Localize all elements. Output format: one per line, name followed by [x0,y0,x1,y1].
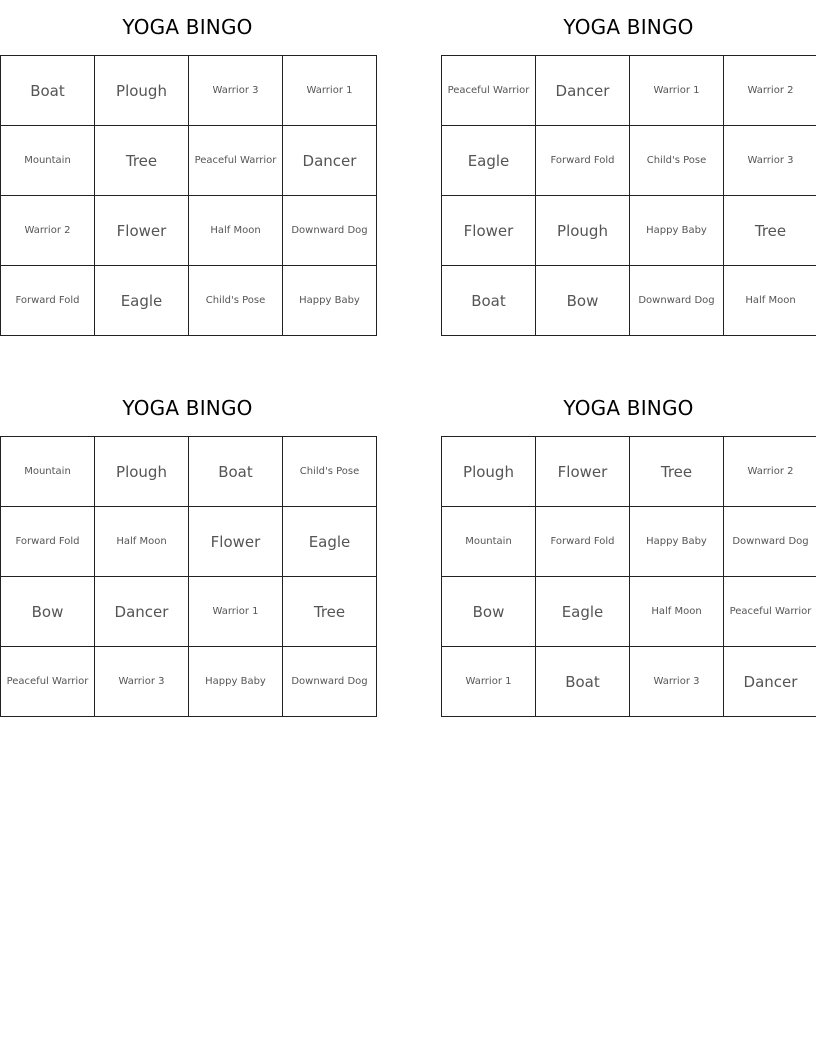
bingo-cell: Bow [536,266,630,336]
bingo-cell: Half Moon [95,507,189,577]
grid-row [442,56,816,126]
bingo-cell: Dancer [283,126,377,196]
bingo-cell: Plough [536,196,630,266]
bingo-cell: Downward Dog [724,507,816,577]
grid-row [1,196,377,266]
grid-row [1,437,377,507]
bingo-cell: Mountain [1,437,95,507]
bingo-cell: Dancer [95,577,189,647]
bingo-cell: Warrior 1 [283,56,377,126]
bingo-cell: Eagle [536,577,630,647]
grid-row [1,56,377,126]
bingo-cell: Peaceful Warrior [442,56,536,126]
bingo-cell: Mountain [1,126,95,196]
bingo-cell: Flower [536,437,630,507]
bingo-cell: Boat [1,56,95,126]
bingo-cell: Warrior 3 [724,126,816,196]
bingo-cell: Peaceful Warrior [724,577,816,647]
bingo-cell: Forward Fold [1,507,95,577]
bingo-card [0,391,375,717]
bingo-cell: Bow [1,577,95,647]
bingo-cell: Plough [95,437,189,507]
grid-row [1,266,377,336]
grid-row [1,577,377,647]
bingo-card [441,10,816,336]
bingo-cell: Peaceful Warrior [189,126,283,196]
bingo-cell: Warrior 1 [630,56,724,126]
bingo-cell: Tree [630,437,724,507]
bingo-cell: Warrior 3 [95,647,189,717]
bingo-cell: Warrior 2 [724,437,816,507]
bingo-cell: Warrior 3 [189,56,283,126]
bingo-cell: Flower [189,507,283,577]
bingo-cell: Child's Pose [189,266,283,336]
bingo-cell: Tree [724,196,816,266]
bingo-cell: Mountain [442,507,536,577]
bingo-cell: Downward Dog [283,196,377,266]
bingo-cell: Flower [95,196,189,266]
bingo-cell: Warrior 2 [1,196,95,266]
bingo-cell: Half Moon [189,196,283,266]
bingo-cell: Downward Dog [283,647,377,717]
grid-row [442,437,816,507]
grid-row [442,126,816,196]
grid-row [1,507,377,577]
bingo-cell: Happy Baby [630,196,724,266]
bingo-cell: Downward Dog [630,266,724,336]
bingo-grid [0,436,377,717]
bingo-cell: Tree [283,577,377,647]
bingo-cell: Warrior 2 [724,56,816,126]
bingo-grid [0,55,377,336]
bingo-cell: Child's Pose [283,437,377,507]
bingo-cell: Half Moon [724,266,816,336]
grid-row [442,196,816,266]
bingo-cell: Eagle [442,126,536,196]
bingo-cell: Bow [442,577,536,647]
bingo-cell: Warrior 3 [630,647,724,717]
bingo-cell: Boat [536,647,630,717]
bingo-cell: Happy Baby [630,507,724,577]
bingo-cell: Forward Fold [1,266,95,336]
bingo-cell: Warrior 1 [442,647,536,717]
bingo-cell: Happy Baby [189,647,283,717]
bingo-cell: Dancer [724,647,816,717]
bingo-card [441,391,816,717]
bingo-cell: Happy Baby [283,266,377,336]
card-title: YOGA BINGO [122,15,253,39]
grid-row [1,126,377,196]
bingo-cell: Warrior 1 [189,577,283,647]
grid-row [442,507,816,577]
bingo-cell: Eagle [283,507,377,577]
bingo-cell: Flower [442,196,536,266]
bingo-cell: Boat [442,266,536,336]
bingo-grid [441,55,816,336]
card-title: YOGA BINGO [122,396,253,420]
grid-row [442,647,816,717]
bingo-cell: Tree [95,126,189,196]
bingo-cell: Half Moon [630,577,724,647]
bingo-cell: Eagle [95,266,189,336]
grid-row [442,266,816,336]
grid-row [1,647,377,717]
bingo-cell: Boat [189,437,283,507]
card-title: YOGA BINGO [563,396,694,420]
bingo-cell: Dancer [536,56,630,126]
bingo-cell: Forward Fold [536,507,630,577]
card-title: YOGA BINGO [563,15,694,39]
bingo-card [0,10,375,336]
bingo-grid [441,436,816,717]
grid-row [442,577,816,647]
bingo-cell: Plough [442,437,536,507]
bingo-cell: Forward Fold [536,126,630,196]
bingo-cell: Plough [95,56,189,126]
bingo-cell: Peaceful Warrior [1,647,95,717]
bingo-cell: Child's Pose [630,126,724,196]
